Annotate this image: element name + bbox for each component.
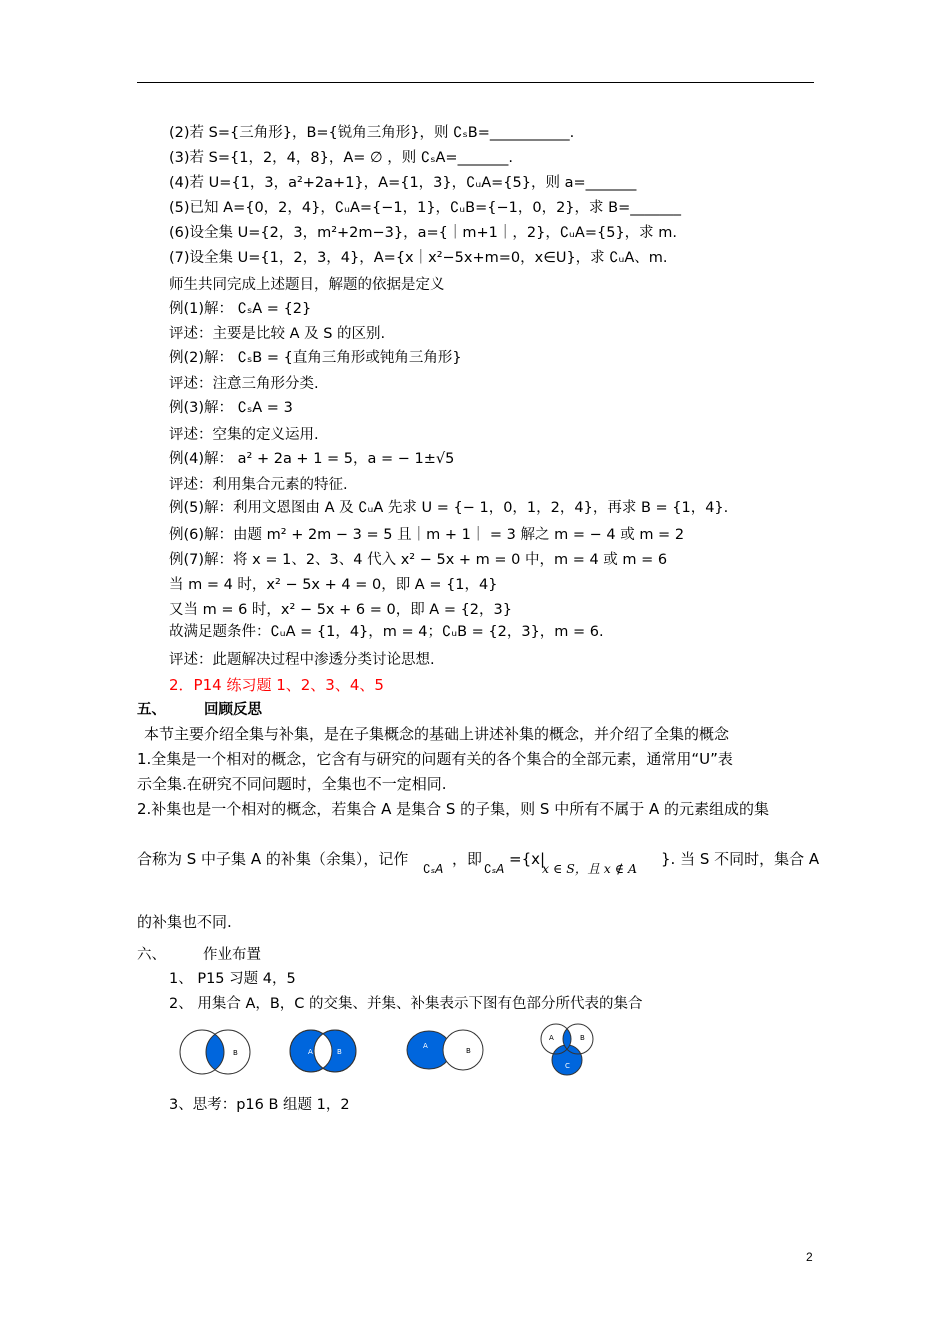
problem-4: (4)若 U={1，3，a²+2a+1}，A={1，3}，∁ᵤA={5}，则 a=_______ bbox=[169, 175, 637, 191]
solution-line: 例(1)解： ∁ₛA = {2} bbox=[169, 301, 312, 317]
discussion-line: 师生共同完成上述题目，解题的依据是定义 bbox=[169, 277, 445, 293]
venn-diagram-3 bbox=[405, 1028, 489, 1072]
solution-line: 又当 m = 6 时，x² − 5x + 6 = 0，即 A = {2，3} bbox=[169, 602, 512, 618]
comment-line: 评述：空集的定义运用. bbox=[169, 427, 319, 443]
section5-intro: 本节主要介绍全集与补集，是在子集概念的基础上讲述补集的概念，并介绍了全集的概念 bbox=[144, 725, 730, 743]
venn-label-b: B bbox=[466, 1047, 471, 1055]
venn-diagram-1 bbox=[178, 1028, 252, 1076]
venn-label-b: B bbox=[233, 1049, 238, 1057]
venn-diagram-4 bbox=[536, 1022, 600, 1078]
venn-label-b: B bbox=[580, 1034, 585, 1042]
solution-line: 例(7)解：将 x = 1、2、3、4 代入 x² − 5x + m = 0 中，m = 4 或 m = 6 bbox=[169, 552, 668, 568]
solution-line: 当 m = 4 时，x² − 5x + 4 = 0，即 A = {1，4} bbox=[169, 577, 498, 593]
problem-3: (3)若 S={1，2，4，8}，A= ∅ ，则 ∁ₛA=_______. bbox=[169, 150, 513, 166]
comment-line: 评述：此题解决过程中渗透分类讨论思想. bbox=[169, 652, 435, 668]
section5-p2-text-d: }. 当 S 不同时，集合 A bbox=[661, 850, 820, 868]
section5-p1-line1: 1.全集是一个相对的概念，它含有与研究的问题有关的各个集合的全部元素，通常用“U”表 bbox=[137, 750, 733, 768]
solution-line: 例(2)解： ∁ₛB = {直角三角形或钝角三角形} bbox=[169, 350, 462, 366]
section5-p1-line2: 示全集.在研究不同问题时，全集也不一定相同. bbox=[137, 775, 447, 793]
problem-7: (7)设全集 U={1，2，3，4}，A={x｜x²−5x+m=0，x∈U}，求 ∁ᵤA、m. bbox=[169, 250, 668, 266]
homework-item-3: 3、思考：p16 B 组题 1，2 bbox=[169, 1097, 350, 1113]
comment-line: 评述：主要是比较 A 及 S 的区别. bbox=[169, 326, 386, 342]
comment-line: 评述：注意三角形分类. bbox=[169, 376, 319, 392]
section5-p2-line1: 2.补集也是一个相对的概念，若集合 A 是集合 S 的子集，则 S 中所有不属于 A 的元素组成的集 bbox=[137, 800, 770, 818]
venn-label-a: A bbox=[423, 1042, 428, 1050]
venn-label-c: C bbox=[565, 1062, 570, 1070]
page-number: 2 bbox=[806, 1250, 813, 1264]
section6-number: 六、 bbox=[137, 947, 166, 963]
solution-line: 例(3)解： ∁ₛA = 3 bbox=[169, 400, 293, 416]
section6-title: 作业布置 bbox=[203, 947, 261, 963]
complement-symbol: ∁ₛA bbox=[484, 862, 505, 876]
venn-circle-b bbox=[443, 1030, 483, 1070]
problem-2: (2)若 S={三角形}，B={锐角三角形}，则 ∁ₛB=___________. bbox=[169, 125, 575, 141]
solution-line: 例(4)解： a² + 2a + 1 = 5，a = − 1±√5 bbox=[169, 451, 455, 467]
solution-line: 例(5)解：利用文恩图由 A 及 ∁ᵤA 先求 U = {− 1，0，1，2，4}，再求 B = {1，4}. bbox=[169, 500, 729, 516]
section5-number: 五、 bbox=[137, 702, 166, 718]
section5-p2-text-a: 合称为 S 中子集 A 的补集（余集），记作 bbox=[137, 850, 409, 868]
homework-item-1: 1、 P15 习题 4，5 bbox=[169, 971, 296, 987]
condition-expression: x ∈ S，且 x ∉ A bbox=[542, 861, 638, 876]
problem-5: (5)已知 A={0，2，4}，∁ᵤA={−1，1}，∁ᵤB={−1，0，2}，求 B=_______ bbox=[169, 200, 681, 216]
solution-line: 故满足题条件：∁ᵤA = {1，4}，m = 4；∁ᵤB = {2，3}，m = 6. bbox=[169, 624, 604, 640]
comment-line: 评述：利用集合元素的特征. bbox=[169, 477, 348, 493]
header-rule bbox=[137, 82, 814, 83]
venn-label-a: A bbox=[308, 1048, 313, 1056]
venn-label-a: A bbox=[197, 1049, 202, 1057]
homework-item-2: 2、 用集合 A，B，C 的交集、并集、补集表示下图有色部分所代表的集合 bbox=[169, 996, 643, 1012]
complement-symbol: ∁ₛA bbox=[423, 862, 444, 876]
section5-p2-text-b: ，即 bbox=[452, 850, 483, 868]
venn-diagram-2 bbox=[289, 1028, 357, 1074]
section5-p2-line3: 的补集也不同. bbox=[137, 913, 232, 931]
solution-line: 例(6)解：由题 m² + 2m − 3 = 5 且｜m + 1｜ = 3 解之 m = − 4 或 m = 2 bbox=[169, 527, 685, 543]
section5-p2-text-c: ={x| bbox=[509, 850, 546, 868]
practice-line: 2．P14 练习题 1、2、3、4、5 bbox=[169, 676, 384, 694]
venn-label-a: A bbox=[549, 1034, 554, 1042]
venn-label-b: B bbox=[337, 1048, 342, 1056]
section5-title: 回顾反思 bbox=[204, 702, 262, 718]
problem-6: (6)设全集 U={2，3，m²+2m−3}，a={｜m+1｜，2}，∁ᵤA={5}，求 m. bbox=[169, 225, 678, 241]
